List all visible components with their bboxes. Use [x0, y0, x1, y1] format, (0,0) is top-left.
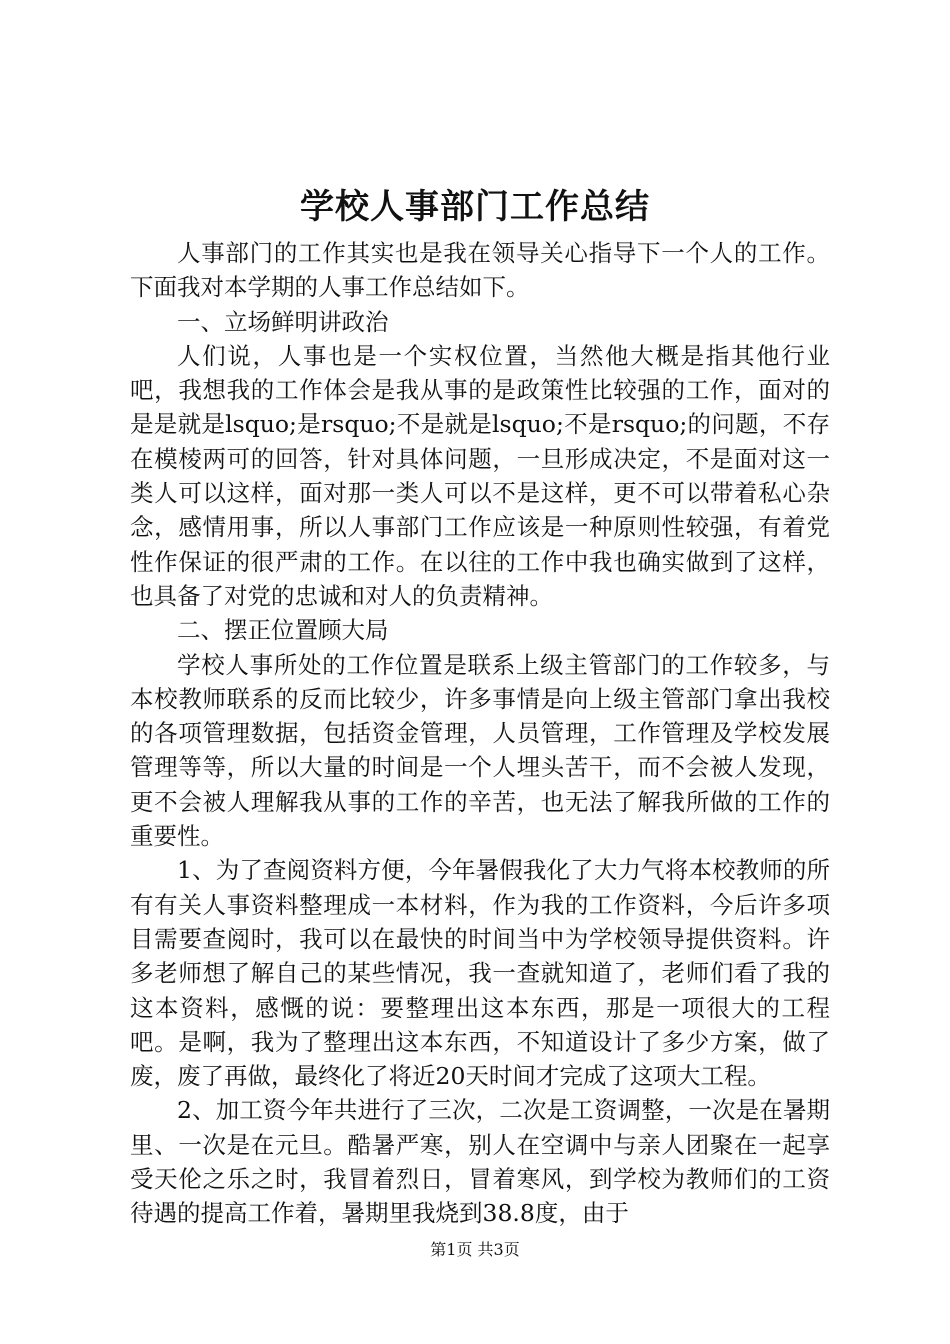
- paragraph-item-2: 2、加工资今年共进行了三次，二次是工资调整，一次是在暑期里、一次是在元旦。酷暑严寒，别人在空调中与亲人团聚在一起享受天伦之乐之时，我冒着烈日，冒着寒风，到学校为教师们的工资待遇的提高工作着，暑期里我烧到38.8度，由于: [130, 1096, 830, 1228]
- paragraph-section-1: 人们说，人事也是一个实权位置，当然他大概是指其他行业吧，我想我的工作体会是我从事的是政策性比较强的工作，面对的是是就是lsquo;是rsquo;不是就是lsquo;不是rsquo;的问题，不存在模棱两可的回答，针对具体问题，一旦形成决定，不是面对这一类人可以这样，面对那一类人可以不是这样，更不可以带着私心杂念，感情用事，所以人事部门工作应该是一种原则性较强，有着党性作保证的很严肃的工作。在以往的工作中我也确实做到了这样，也具备了对党的忠诚和对人的负责精神。: [130, 341, 830, 610]
- page-footer: 第1页 共3页: [430, 1240, 520, 1259]
- document-body: [130, 236, 830, 1231]
- paragraph-item-1: 1、为了查阅资料方便，今年暑假我化了大力气将本校教师的所有有关人事资料整理成一本材料，作为我的工作资料，今后许多项目需要查阅时，我可以在最快的时间当中为学校领导提供资料。许多老师想了解自己的某些情况，我一查就知道了，老师们看了我的这本资料，感慨的说：要整理出这本东西，那是一项很大的工程吧。是啊，我为了整理出这本东西，不知道设计了多少方案，做了废，废了再做，最终化了将近20天时间才完成了这项大工程。: [130, 856, 830, 1091]
- section-heading-2: 二、摆正位置顾大局: [177, 616, 389, 645]
- paragraph-section-2: 学校人事所处的工作位置是联系上级主管部门的工作较多，与本校教师联系的反而比较少，许多事情是向上级主管部门拿出我校的各项管理数据，包括资金管理，人员管理，工作管理及学校发展管理等等，所以大量的时间是一个人埋头苦干，而不会被人发现，更不会被人理解我从事的工作的辛苦，也无法了解我所做的工作的重要性。: [130, 650, 830, 851]
- section-heading-1: 一、立场鲜明讲政治: [177, 307, 389, 336]
- paragraph-intro: 人事部门的工作其实也是我在领导关心指导下一个人的工作。下面我对本学期的人事工作总结如下。: [130, 239, 830, 302]
- document-title: 学校人事部门工作总结: [300, 187, 650, 227]
